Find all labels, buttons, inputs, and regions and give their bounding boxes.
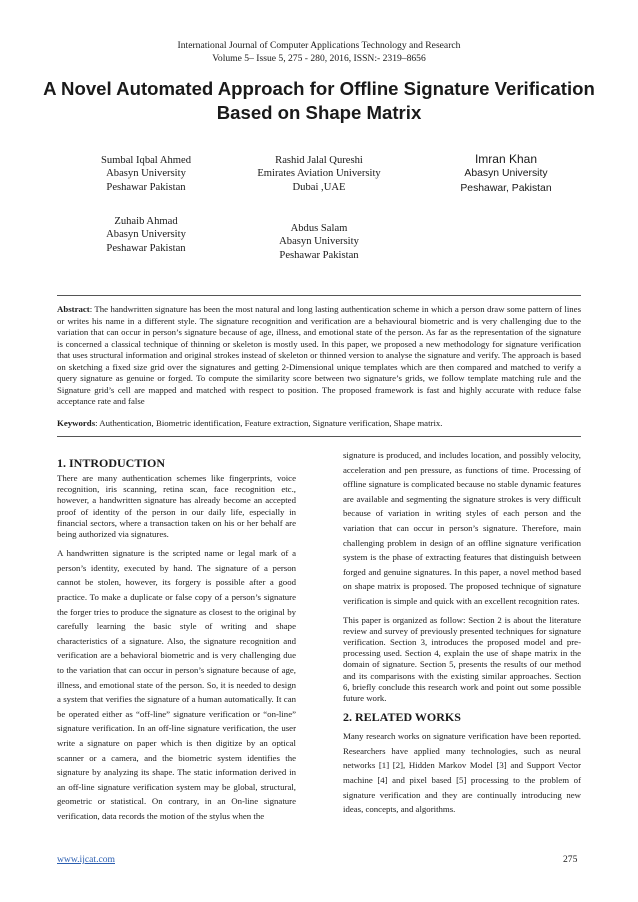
abstract-text: : The handwritten signature has been the most natural and long lasting authentication scheme in which a person draw some pattern of lines or writes his name in a different style. The signature recognition and verification are a behavioural biometric and is very challenging due to the variation that can occur in person’s signature because of age, illness, and emotional state of the person. As far as the representation of the signature is concerned a classical technique of thinning or skeleton is mostly used. In this paper, we proposed a new methodology for signature verification that uses structural information and original strokes instead of skeleton or thinned version to analyse the signature and verify. The approach is based on sketching a fixed size grid over the signatures and getting 2-Dimensional unique templates which are then compared and matched to verify a query signature as genuine or forged. To compute the similarity score between two signature’s grids, we follow template matching rule and the Signature grid’s cell are mapped and matched with respect to position. The proposed framework is fast and highly accurate with reduce false acceptance rate and false xyxy=(57,304,581,406)
author-5 xyxy=(229,222,409,262)
section-heading-related-works: 2. RELATED WORKS xyxy=(343,710,461,725)
author-name: Imran Khan xyxy=(474,152,538,166)
abstract xyxy=(57,304,581,408)
section-heading-introduction: 1. INTRODUCTION xyxy=(57,456,166,470)
author-name: Zuhaib Ahmad xyxy=(114,216,178,227)
author-1 xyxy=(56,154,236,194)
author-location: Dubai ,UAE xyxy=(292,181,346,193)
journal-header xyxy=(0,40,638,65)
journal-name: International Journal of Computer Applications Technology and Research xyxy=(177,40,461,51)
author-affiliation: Abasyn University xyxy=(106,168,186,180)
page-number: 275 xyxy=(563,854,578,865)
author-name: Rashid Jalal Qureshi xyxy=(275,155,363,166)
author-3 xyxy=(416,153,596,196)
author-affiliation: Emirates Aviation University xyxy=(257,168,381,180)
abstract-top-rule xyxy=(57,295,581,296)
keywords xyxy=(57,418,581,430)
author-location: Peshawar Pakistan xyxy=(279,249,359,261)
author-location: Peshawar Pakistan xyxy=(106,242,186,254)
abstract-label: Abstract xyxy=(57,304,90,314)
author-affiliation: Abasyn University xyxy=(106,229,186,241)
keywords-bottom-rule xyxy=(57,436,581,437)
left-column xyxy=(57,456,296,830)
journal-volume: Volume 5– Issue 5, 275 - 280, 2016, ISSN:- 2319–8656 xyxy=(212,52,426,64)
right-paragraph-1: signature is produced, and includes location, and possibly velocity, acceleration and pen pressure, as functions of time. Processing of offline signature is complicated because no stable dynamic features are available and segmenting the signature strokes is very difficult because of variation in writing styles of each person and the variation that can occur in person’s signature. Therefore, main challenging problem in design of an offline signature verification system is the phase of extracting features that distinguish between forged and genuine signatures. In this paper, a novel method based on shape matrix is proposed. The proposed technique of signature verification is simple and quick with an excellent recognition rates. xyxy=(343,450,581,606)
author-2 xyxy=(229,154,409,194)
author-name: Abdus Salam xyxy=(290,223,348,234)
intro-paragraph-2: A handwritten signature is the scripted name or legal mark of a person’s identity, executed by hand. The signature of a person cannot be stolen, however, its forgery is possible after a good practice. To make a duplicate or false copy of a person’s signature the forger tries to produce the signature as closest to the original by carefully learning the basic style of writing and shape characteristics of a signature. Also, the signature recognition and verification are a behavioral biometric and is very challenging due to the variation that can occur in person’s signature because of age, illness, and emotional state of the person. So, it is needed to design a system that verifies the signature of a human automatically. It can be operated either as “off-line” signature verification or “on-line” signature verification. In an off-line signature verification, the user write a signature on paper which is then digitize by an optical scanner or a camera, and the biometric system identifies the signature by analyzing its shape. The static information derived in an off-line signature verification system may be global, structural, geometric or statistical. On contrary, in an On-line signature verification, data records the motion of the stylus when the xyxy=(57,548,296,821)
keywords-label: Keywords xyxy=(57,418,96,428)
author-location: Peshawar Pakistan xyxy=(106,181,186,193)
footer-url-link[interactable]: www.ijcat.com xyxy=(57,854,115,865)
author-affiliation: Abasyn University xyxy=(279,236,359,248)
author-name: Sumbal Iqbal Ahmed xyxy=(100,155,192,166)
author-affiliation: Abasyn University xyxy=(464,167,548,179)
keywords-text: : Authentication, Biometric identification, Feature extraction, Signature verification, Shape matrix. xyxy=(95,418,443,428)
intro-paragraph-1: There are many authentication schemes like fingerprints, voice recognition, iris scanning, retina scan, face recognition etc., however, a handwritten signature has already become an accepted proof of identity of the person in our daily life, especially in financial sectors, where a transaction taken on his or her behalf are being authorized via signatures. xyxy=(57,473,296,540)
author-4 xyxy=(56,215,236,255)
right-paragraph-2: This paper is organized as follow: Section 2 is about the literature review and survey of previously presented techniques for signature verification. Section 3, introduces the proposed model and pre-processing used. Section 4, explain the use of shape matrix in the domain of signature. Section 5, presents the results of our method and its comparisons with the existing similar approaches. Section 6, briefly conclude this research work and point out some possible future work. xyxy=(343,614,581,703)
paper-title: A Novel Automated Approach for Offline Signature Verification Based on Shape Matrix xyxy=(43,78,595,123)
related-paragraph-1: Many research works on signature verification have been reported. Researchers have applied many technologies, such as neural networks [1] [2], Hidden Markov Model [3] and Support Vector machine [4] and pixel based [5] processing to the problem of signature verification and they are continually introducing new ideas, concepts, and algorithms. xyxy=(343,731,581,815)
author-location: Peshawar, Pakistan xyxy=(460,183,552,195)
right-column xyxy=(343,448,581,823)
